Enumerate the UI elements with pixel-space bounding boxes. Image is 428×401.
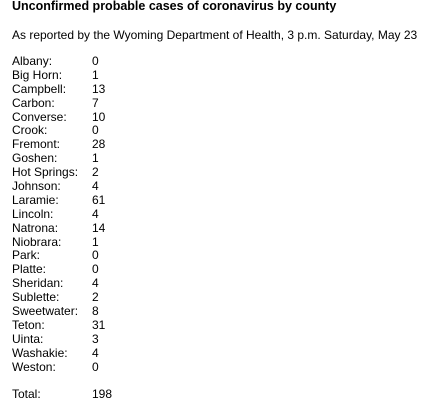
county-name: Weston:: [12, 359, 56, 374]
county-row: [12, 55, 422, 69]
county-row: [12, 319, 422, 333]
county-row: [12, 124, 422, 138]
document: [12, 0, 422, 401]
county-count: 1: [92, 234, 99, 249]
county-row: [12, 361, 422, 375]
county-name: Albany:: [12, 54, 53, 68]
county-row: [12, 152, 422, 166]
total-row: [12, 387, 422, 401]
county-count: 4: [92, 345, 99, 360]
county-name: Fremont:: [12, 137, 61, 152]
county-name: Natrona:: [12, 220, 59, 235]
county-count: 10: [92, 109, 106, 124]
county-count: 14: [92, 220, 106, 235]
county-name: Sweetwater:: [12, 304, 79, 319]
county-name: Carbon:: [12, 95, 55, 110]
document-title: Unconfirmed probable cases of coronavirus by county: [12, 0, 337, 13]
county-row: [12, 208, 422, 222]
county-name: Lincoln:: [12, 206, 54, 221]
county-count: 0: [92, 359, 99, 374]
county-name: Sublette:: [12, 290, 60, 305]
county-name: Niobrara:: [12, 234, 62, 249]
county-row: [12, 111, 422, 125]
county-row: [12, 180, 422, 194]
document-subtitle: As reported by the Wyoming Department of Health, 3 p.m. Saturday, May 23: [12, 28, 418, 42]
county-count: 28: [92, 137, 106, 152]
county-row: [12, 194, 422, 208]
county-name: Platte:: [12, 262, 47, 277]
county-name: Washakie:: [12, 345, 68, 360]
county-row: [12, 305, 422, 319]
county-count: 0: [92, 54, 99, 68]
county-row: [12, 347, 422, 361]
county-name: Teton:: [12, 317, 45, 332]
county-row: [12, 291, 422, 305]
county-row: [12, 222, 422, 236]
county-row: [12, 138, 422, 152]
county-name: Hot Springs:: [12, 165, 79, 180]
county-name: Goshen:: [12, 151, 58, 166]
county-row: [12, 277, 422, 291]
county-count: 7: [92, 95, 99, 110]
county-count: 61: [92, 192, 106, 207]
county-name: Campbell:: [12, 81, 67, 96]
county-count: 1: [92, 67, 99, 82]
county-name: Uinta:: [12, 331, 44, 346]
total-value: 198: [92, 387, 113, 401]
county-count: 0: [92, 262, 99, 277]
county-count: 4: [92, 179, 99, 194]
county-name: Converse:: [12, 109, 67, 124]
county-list: [12, 55, 422, 374]
county-count: 8: [92, 304, 99, 319]
county-count: 13: [92, 81, 106, 96]
county-row: [12, 236, 422, 250]
county-name: Crook:: [12, 123, 48, 138]
county-count: 2: [92, 290, 99, 305]
county-row: [12, 249, 422, 263]
county-name: Park:: [12, 248, 41, 263]
county-name: Big Horn:: [12, 67, 63, 82]
county-count: 3: [92, 331, 99, 346]
county-count: 31: [92, 317, 106, 332]
county-count: 2: [92, 165, 99, 180]
county-row: [12, 333, 422, 347]
county-row: [12, 69, 422, 83]
county-count: 0: [92, 248, 99, 263]
total-label: Total:: [12, 387, 41, 401]
county-row: [12, 97, 422, 111]
county-count: 0: [92, 123, 99, 138]
county-name: Sheridan:: [12, 276, 64, 291]
county-row: [12, 166, 422, 180]
county-count: 4: [92, 206, 99, 221]
county-name: Laramie:: [12, 192, 59, 207]
county-row: [12, 83, 422, 97]
county-row: [12, 263, 422, 277]
county-count: 4: [92, 276, 99, 291]
county-name: Johnson:: [12, 179, 61, 194]
county-count: 1: [92, 151, 99, 166]
